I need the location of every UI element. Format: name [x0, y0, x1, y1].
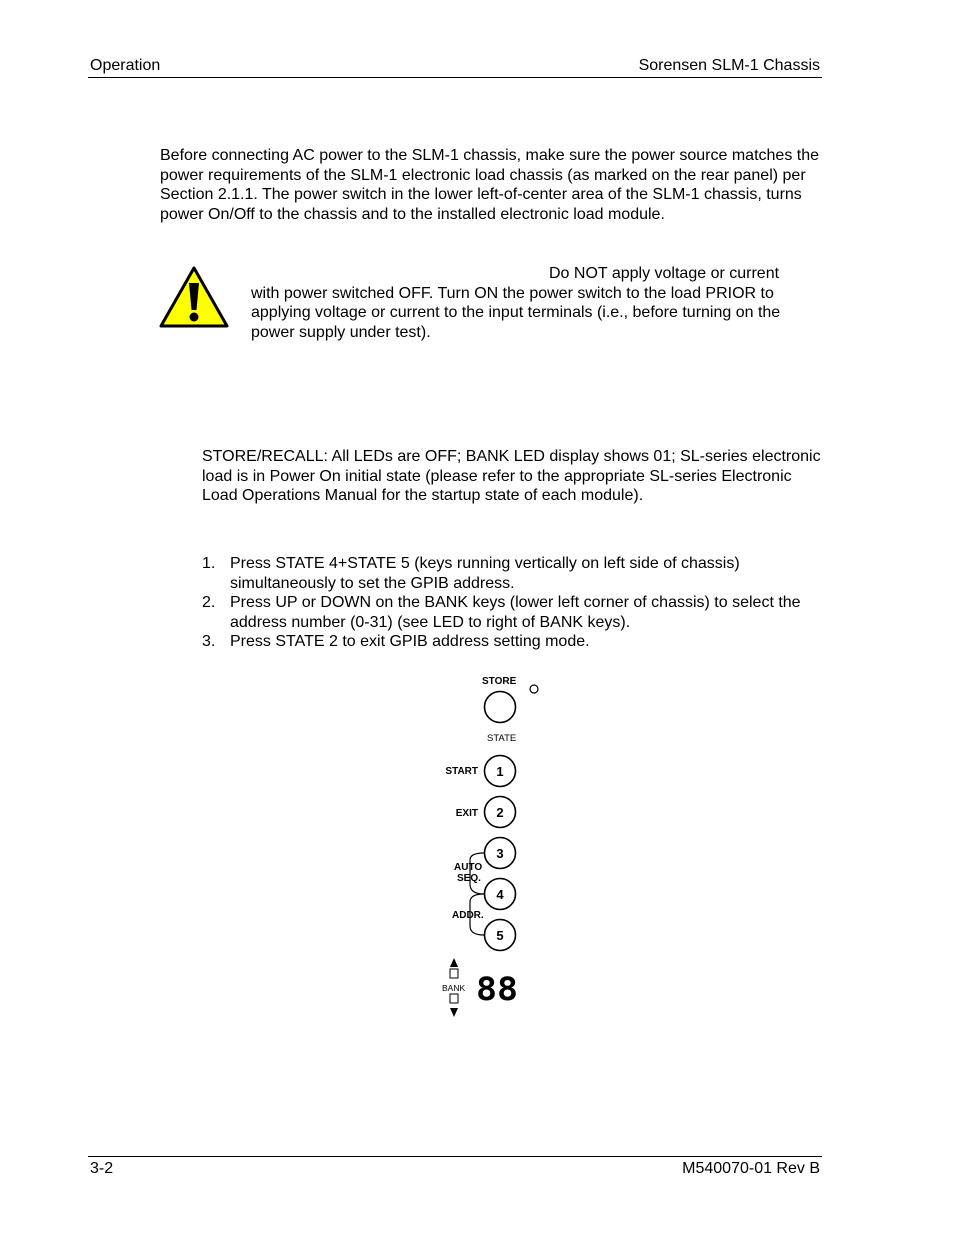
key-label-1: 1 — [496, 764, 504, 779]
bank-up-icon — [450, 958, 458, 967]
header-product: Sorensen SLM-1 Chassis — [638, 57, 820, 74]
start-label: START — [445, 766, 478, 777]
key-label-4: 4 — [496, 887, 504, 902]
page-number: 3-2 — [90, 1160, 114, 1177]
bank-down-icon — [450, 1008, 458, 1017]
bank-label: BANK — [442, 983, 466, 993]
document-revision: M540070-01 Rev B — [682, 1160, 820, 1177]
warning-line1: Do NOT apply voltage or current — [549, 265, 780, 282]
state-label: STATE — [487, 733, 517, 744]
step-text: Press STATE 2 to exit GPIB address setting mode. — [230, 633, 590, 651]
auto-label: AUTO — [454, 862, 483, 873]
list-item — [202, 554, 822, 593]
exit-label: EXIT — [455, 808, 478, 819]
key-label-2: 2 — [496, 805, 504, 820]
power-paragraph: Before connecting AC power to the SLM-1 chassis, make sure the power source matches the power requirements of the SLM-1 electronic load chassis (as marked on the rear panel) per Section 2.1.1. The power switch in the lower left-of-center area of the SLM-1 chassis, turns power On/Off to the chassis and to the installed electronic load module. — [160, 147, 819, 223]
step-number: 3. — [202, 633, 216, 651]
warning-rest: with power switched OFF. Turn ON the power switch to the load PRIOR to applying voltage or current to the input terminals (i.e., before turning on the power supply under test). — [251, 284, 781, 341]
front-panel-figure — [440, 672, 570, 1027]
store-button — [485, 692, 516, 723]
page-footer — [88, 1156, 822, 1177]
page-header — [88, 57, 822, 78]
addr-label: ADDR. — [452, 910, 484, 921]
bank-up-key — [450, 969, 458, 978]
list-item — [202, 632, 822, 652]
list-item — [202, 593, 822, 632]
store-led-icon — [530, 685, 538, 693]
seq-label: SEQ. — [457, 873, 481, 884]
key-label-5: 5 — [496, 928, 504, 943]
store-label: STORE — [482, 676, 517, 687]
header-section: Operation — [90, 57, 161, 74]
warning-text — [251, 264, 823, 342]
bank-led-display: 88 — [476, 970, 518, 1008]
gpib-steps-list — [202, 554, 822, 652]
step-number: 1. — [202, 555, 216, 572]
warning-icon — [158, 265, 230, 334]
step-text: Press UP or DOWN on the BANK keys (lower left corner of chassis) to select the address number (0-31) (see LED to right of BANK keys). — [230, 594, 801, 631]
bank-down-key — [450, 994, 458, 1003]
key-label-3: 3 — [496, 846, 504, 861]
step-number: 2. — [202, 594, 216, 612]
step-text: Press STATE 4+STATE 5 (keys running vertically on left side of chassis) simultaneously to set the GPIB address. — [230, 555, 740, 592]
store-recall-paragraph: STORE/RECALL: All LEDs are OFF; BANK LED display shows 01; SL-series electronic load is in Power On initial state (please refer to the appropriate SL-series Electronic Load Operations Manual for the startup state of each module). — [202, 448, 821, 505]
